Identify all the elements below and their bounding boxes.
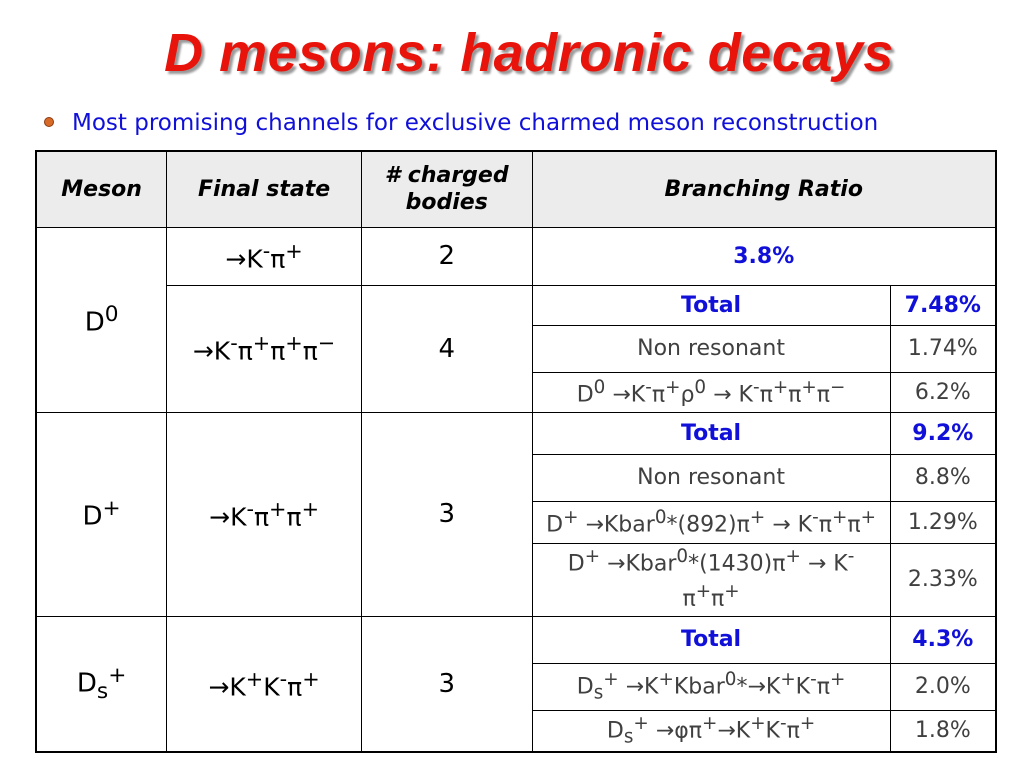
channel-label: $D_s^+$ →K+Kbar$^0$*→K+K-π+ bbox=[532, 663, 890, 710]
meson-dplus: D+ bbox=[36, 412, 167, 616]
meson-ds: $D_s^+$ bbox=[36, 616, 167, 752]
bullet-dot-icon bbox=[44, 117, 54, 127]
header-branching-ratio: Branching Ratio bbox=[532, 151, 996, 227]
channel-value: 8.8% bbox=[890, 454, 996, 501]
final-state-k3pi: →K-π+π+π− bbox=[167, 285, 362, 412]
channel-value: 2.33% bbox=[890, 543, 996, 616]
total-value: 4.3% bbox=[890, 616, 996, 663]
final-state-kkpi: →K+K-π+ bbox=[167, 616, 362, 752]
charged-count: 4 bbox=[361, 285, 532, 412]
decay-table bbox=[35, 150, 997, 753]
bullet-text: Most promising channels for exclusive charmed meson reconstruction bbox=[72, 110, 879, 136]
channel-label: Non resonant bbox=[532, 325, 890, 372]
meson-d0: $D^0$ bbox=[36, 227, 167, 412]
channel-value: 1.8% bbox=[890, 710, 996, 752]
final-state-kpipi: →K-π+π+ bbox=[167, 412, 362, 616]
charged-count: 2 bbox=[361, 227, 532, 285]
slide-title: D mesons: hadronic decays bbox=[164, 23, 894, 83]
charged-count: 3 bbox=[361, 616, 532, 752]
channel-label: $D_s^+ \to\varphi\pi^+\to K^+K^-\pi^+$ bbox=[532, 710, 890, 752]
header-charged-bodies bbox=[361, 151, 532, 227]
total-label: Total bbox=[532, 285, 890, 325]
table-row bbox=[36, 412, 996, 454]
header-charged-line2: bodies bbox=[405, 190, 488, 216]
branching-ratio-value: 3.8% bbox=[532, 227, 996, 285]
channel-value: 6.2% bbox=[890, 372, 996, 412]
header-charged-line1: # charged bbox=[384, 162, 509, 188]
channel-label: D+ →Kbar$^0$*(1430)π+ → K- π+π+ bbox=[532, 543, 890, 616]
table-row bbox=[36, 227, 996, 285]
total-value: 9.2% bbox=[890, 412, 996, 454]
header-meson: Meson bbox=[36, 151, 167, 227]
channel-value: 1.29% bbox=[890, 501, 996, 543]
bullet-item bbox=[44, 110, 878, 136]
table-row bbox=[36, 285, 996, 325]
channel-label: D+ →Kbar$^0$*(892)π+ → K-π+π+ bbox=[532, 501, 890, 543]
final-state-kpi: →K-π+ bbox=[167, 227, 362, 285]
channel-value: 1.74% bbox=[890, 325, 996, 372]
table-header-row bbox=[36, 151, 996, 227]
total-label: Total bbox=[532, 412, 890, 454]
charged-count: 3 bbox=[361, 412, 532, 616]
total-value: 7.48% bbox=[890, 285, 996, 325]
channel-label: $D^0 \to K^-\pi^+\rho^0 \to K^-\pi^+\pi^+\pi^-$ bbox=[532, 372, 890, 412]
table-row bbox=[36, 616, 996, 663]
header-final-state: Final state bbox=[167, 151, 362, 227]
channel-value: 2.0% bbox=[890, 663, 996, 710]
total-label: Total bbox=[532, 616, 890, 663]
channel-label: Non resonant bbox=[532, 454, 890, 501]
